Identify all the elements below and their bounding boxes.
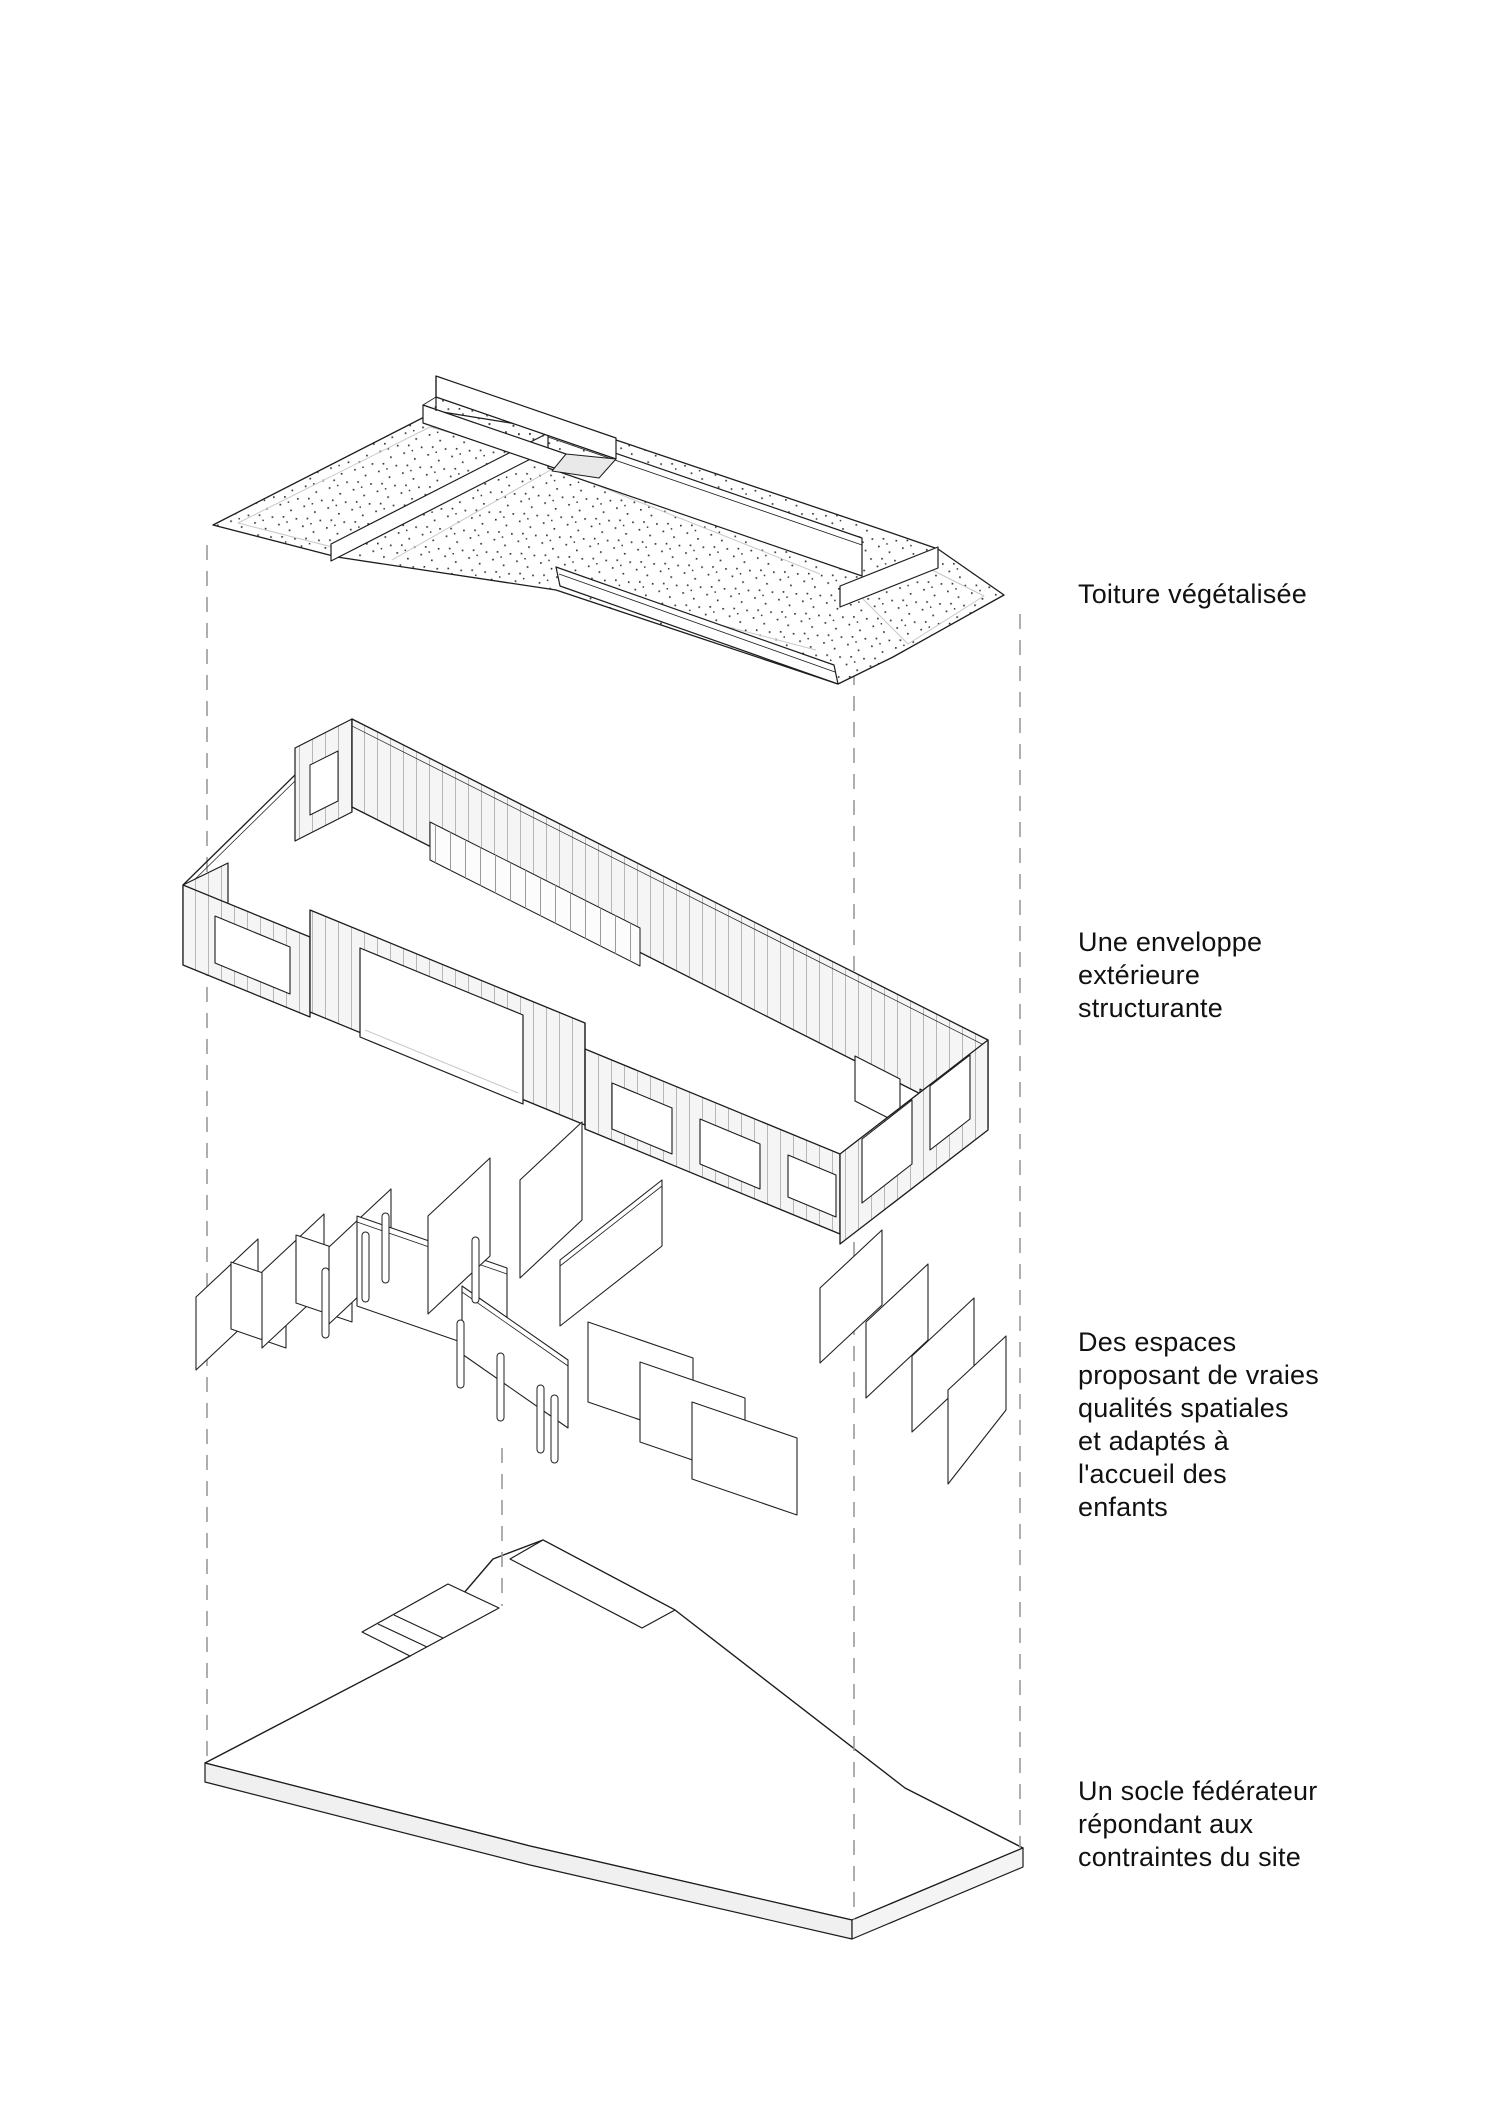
label-line: qualités spatiales [1078,1393,1289,1423]
label-line: Des espaces [1078,1327,1237,1357]
label-line: Un socle fédérateur [1078,1776,1318,1806]
label-line: Une enveloppe [1078,927,1263,957]
label-line: et adaptés à [1078,1426,1230,1456]
label-line: structurante [1078,993,1223,1023]
roof-drawing [213,376,1004,684]
label-line: Toiture végétalisée [1078,579,1307,609]
label-socle [1078,1775,1317,1874]
label-line: enfants [1078,1492,1168,1522]
label-toiture [1078,578,1307,611]
envelope-drawing [183,719,988,1245]
label-line: contraintes du site [1078,1842,1301,1872]
label-line: extérieure [1078,960,1201,990]
socle-drawing [205,1540,1023,1939]
label-line: proposant de vraies [1078,1360,1319,1390]
label-line: l'accueil des [1078,1459,1227,1489]
label-espaces [1078,1326,1319,1524]
label-enveloppe [1078,926,1262,1025]
label-line: répondant aux [1078,1809,1254,1839]
